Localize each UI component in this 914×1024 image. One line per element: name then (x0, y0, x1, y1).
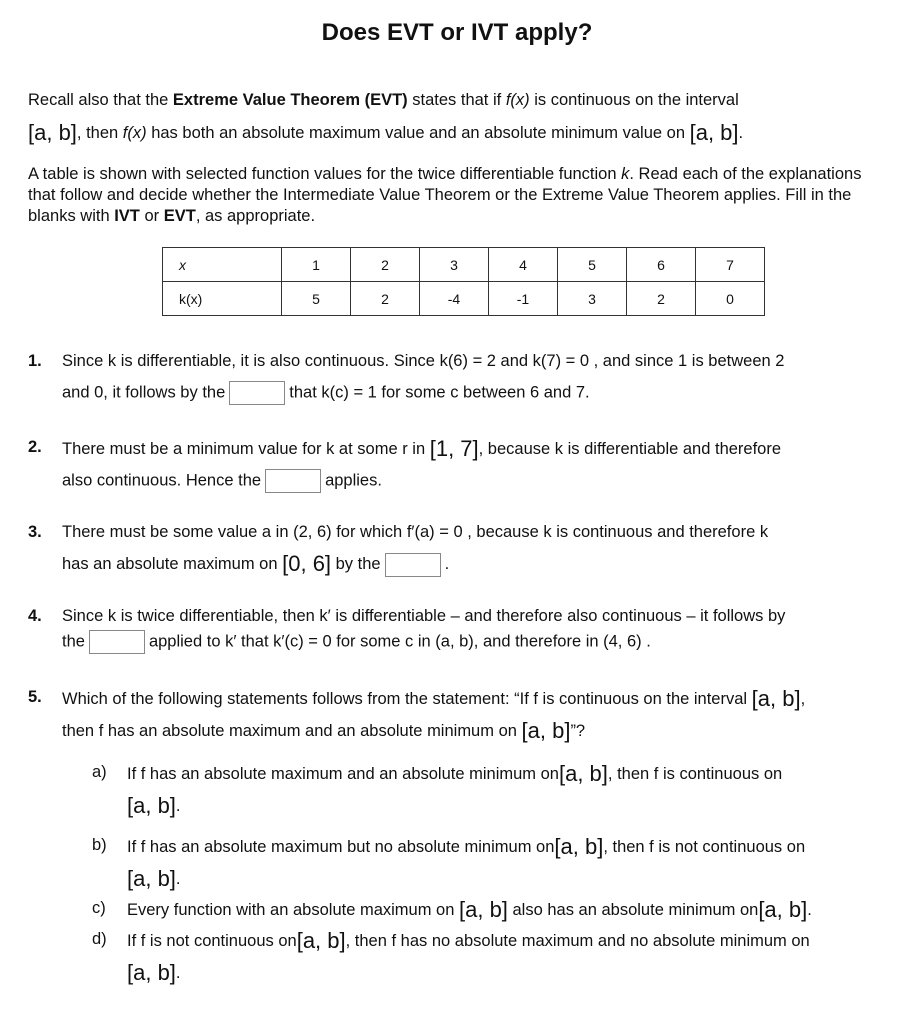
question-4: Since k is twice differentiable, then k′ is differentiable – and therefore also continuous – it follows by the applied to k′ that k′(c) = 0 for some c in (a, b), and therefore in (4, 6) . (62, 606, 882, 654)
table-cell: 4 (489, 248, 558, 282)
x-header: x (163, 248, 282, 282)
evt-term: Extreme Value Theorem (EVT) (172, 91, 408, 109)
question-3: There must be some value a in (2, 6) for which f′(a) = 0 , because k is continuous and therefore k has an absolute maximum on [0, 6] by the . (62, 523, 769, 576)
option-d[interactable]: If f is not continuous on[a, b], then f has no absolute maximum and no absolute minimum on [a, b]. (127, 928, 810, 985)
option-c[interactable]: Every function with an absolute maximum on [a, b] also has an absolute minimum on[a, b]. (127, 897, 812, 922)
table-cell: 2 (627, 282, 696, 316)
question-number: 4. (28, 607, 42, 625)
option-letter: a) (92, 763, 107, 781)
question-number: 3. (28, 523, 42, 541)
table-cell: 0 (696, 282, 765, 316)
option-letter: d) (92, 930, 107, 948)
option-letter: b) (92, 836, 107, 854)
table-cell: 3 (420, 248, 489, 282)
table-cell: 2 (351, 248, 420, 282)
table-cell: -1 (489, 282, 558, 316)
k-header: k(x) (163, 282, 282, 316)
table-cell: 5 (558, 248, 627, 282)
table-cell: 1 (282, 248, 351, 282)
table-cell: -4 (420, 282, 489, 316)
question-number: 5. (28, 688, 42, 706)
question-5: Which of the following statements follows from the statement: “If f is continuous on the interval [a, b], then f has an absolute maximum and an absolute minimum on [a, b]”? (62, 686, 806, 743)
question-1: Since k is differentiable, it is also continuous. Since k(6) = 2 and k(7) = 0 , and since 1 is between 2 and 0, it follows by the that k(c) = 1 for some c between 6 and 7. (62, 351, 882, 405)
answer-blank-1[interactable] (229, 381, 285, 405)
table-cell: 5 (282, 282, 351, 316)
intro-paragraph: A table is shown with selected function values for the twice differentiable function k. Read each of the explanations that follow and decide whether the Intermediate Value Theorem or the Extreme Value Theorem applies. Fill in the blanks with IVT or EVT, as appropriate. (28, 165, 862, 225)
question-number: 2. (28, 438, 42, 456)
table-cell: 7 (696, 248, 765, 282)
recall-paragraph: Recall also that the Extreme Value Theorem (EVT) states that if f(x) is continuous on the interval [a, b], then f(x) has both an absolute maximum value and an absolute minimum value on [a, b]. (28, 91, 744, 145)
values-table (162, 247, 765, 316)
question-number: 1. (28, 352, 42, 370)
answer-blank-4[interactable] (89, 630, 145, 654)
option-b[interactable]: If f has an absolute maximum but no absolute minimum on[a, b], then f is not continuous on [a, b]. (127, 834, 806, 891)
answer-blank-3[interactable] (385, 553, 441, 577)
page-title: Does EVT or IVT apply? (321, 19, 593, 46)
table-cell: 2 (351, 282, 420, 316)
table-row-k (163, 282, 765, 316)
question-2: There must be a minimum value for k at some r in [1, 7], because k is differentiable and therefore also continuous. Hence the applies. (62, 437, 882, 493)
answer-blank-2[interactable] (265, 469, 321, 493)
table-row-x (163, 248, 765, 282)
option-a[interactable]: If f has an absolute maximum and an absolute minimum on[a, b], then f is continuous on [a, b]. (127, 761, 783, 818)
option-letter: c) (92, 899, 106, 917)
table-cell: 3 (558, 282, 627, 316)
table-cell: 6 (627, 248, 696, 282)
